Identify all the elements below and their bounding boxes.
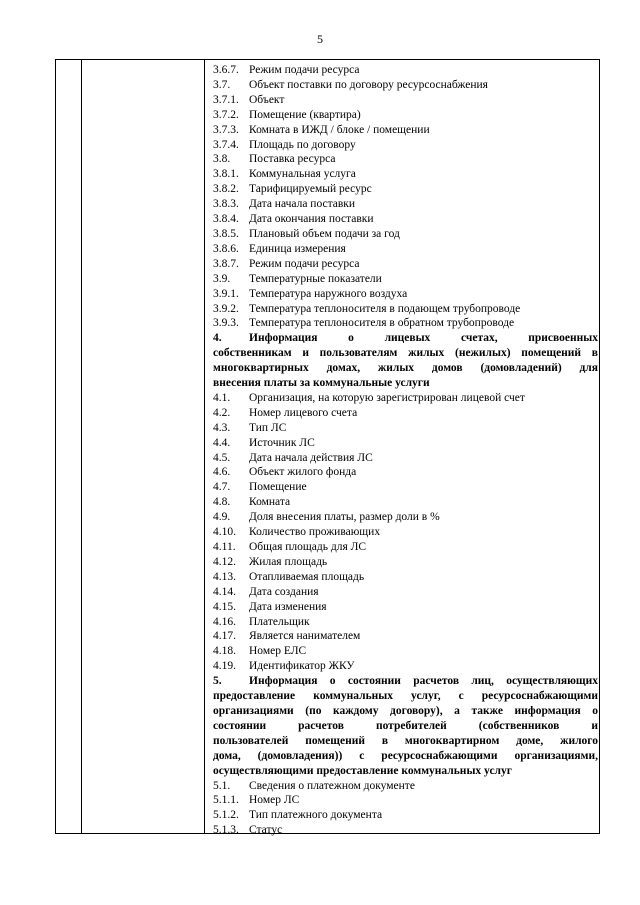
- item-text: Общая площадь для ЛС: [249, 541, 367, 553]
- item-text: Комната в ИЖД / блоке / помещении: [249, 123, 430, 136]
- list-item: [213, 182, 598, 197]
- heading-number: 5.: [213, 675, 222, 688]
- section-heading-4: [213, 331, 598, 391]
- item-number: 3.6.7.: [213, 64, 239, 76]
- item-text: Поставка ресурса: [249, 153, 336, 166]
- item-text: Номер лицевого счета: [249, 406, 358, 419]
- item-number: 3.8.3.: [213, 198, 239, 211]
- item-text: Статус: [249, 824, 283, 837]
- item-number: 4.1.: [213, 391, 231, 404]
- item-number: 3.8.: [213, 153, 231, 166]
- heading-line: пользователей помещений в многоквартирном доме, жилого: [213, 734, 598, 747]
- item-text: Тарифицируемый ресурс: [249, 183, 372, 196]
- list-item: [213, 465, 598, 480]
- item-number: 5.1.2.: [213, 809, 239, 822]
- list-item: [213, 167, 598, 182]
- item-text: Температура теплоносителя в обратном трубопроводе: [249, 317, 515, 330]
- item-text: Помещение (квартира): [249, 108, 361, 121]
- item-number: 4.9.: [213, 511, 231, 524]
- item-text: Объект: [249, 93, 285, 106]
- item-text: Режим подачи ресурса: [249, 257, 360, 270]
- list-item: [213, 63, 598, 78]
- item-number: 3.8.6.: [213, 242, 239, 255]
- list-item: [213, 391, 598, 406]
- items-group-4: [213, 391, 598, 674]
- item-text: Единица измерения: [249, 242, 346, 255]
- heading-line: внесения платы за коммунальные услуги: [213, 377, 430, 390]
- list-item: [213, 152, 598, 167]
- item-text: Отапливаемая площадь: [249, 570, 365, 583]
- list-item: [213, 629, 598, 644]
- list-item: [213, 197, 598, 212]
- list-item: [213, 302, 598, 317]
- list-item: [213, 615, 598, 630]
- item-number: 4.5.: [213, 451, 231, 464]
- item-text: Дата создания: [249, 585, 319, 598]
- heading-line: дома, (домовладения)) с ресурсоснабжающими организациями,: [213, 749, 598, 762]
- item-text: Организация, на которую зарегистрирован лицевой счет: [249, 391, 525, 404]
- item-text: Номер ЕЛС: [249, 645, 307, 658]
- item-number: 3.7.2.: [213, 108, 239, 121]
- item-number: 3.9.3.: [213, 317, 239, 330]
- list-item: [213, 540, 598, 555]
- list-item: [213, 421, 598, 436]
- item-text: Количество проживающих: [249, 526, 381, 539]
- item-number: 4.8.: [213, 496, 231, 509]
- requirements-table: [55, 59, 600, 837]
- item-number: 3.8.4.: [213, 213, 239, 226]
- page-number: 5: [317, 32, 323, 46]
- list-item: [213, 436, 598, 451]
- column-divider: [204, 60, 205, 833]
- list-item: [213, 555, 598, 570]
- item-text: Температурные показатели: [249, 272, 382, 285]
- list-item: [213, 525, 598, 540]
- list-item: [213, 108, 598, 123]
- list-item: [213, 793, 598, 808]
- item-number: 4.18.: [213, 645, 236, 658]
- item-text: Плановый объем подачи за год: [249, 227, 400, 240]
- item-number: 3.7.: [213, 78, 231, 91]
- item-number: 3.8.1.: [213, 168, 239, 181]
- item-text: Тип платежного документа: [249, 809, 383, 822]
- item-number: 3.9.2.: [213, 302, 239, 315]
- item-text: Источник ЛС: [249, 436, 315, 449]
- list-item: [213, 823, 598, 838]
- section-heading-5: [213, 674, 598, 778]
- heading-text: Информация о лицевых счетах, присвоенных: [249, 332, 598, 345]
- item-number: 5.1.1.: [213, 794, 239, 807]
- list-item: [213, 644, 598, 659]
- item-number: 4.17.: [213, 630, 236, 643]
- heading-line: организациями (по каждому договору), а также информация о: [213, 704, 598, 717]
- item-text: Коммунальная услуга: [249, 168, 356, 181]
- heading-number: 4.: [213, 332, 222, 345]
- item-text: Режим подачи ресурса: [249, 64, 360, 76]
- item-number: 4.10.: [213, 526, 236, 539]
- list-item: [213, 272, 598, 287]
- item-number: 4.15.: [213, 600, 236, 613]
- heading-line: предоставление коммунальных услуг, с ресурсоснабжающими: [213, 690, 598, 703]
- list-item: [213, 585, 598, 600]
- item-number: 4.19.: [213, 660, 236, 673]
- items-group-3: [213, 63, 598, 331]
- item-number: 3.7.4.: [213, 138, 239, 151]
- heading-line: [213, 674, 598, 689]
- item-number: 4.14.: [213, 585, 236, 598]
- item-text: Плательщик: [249, 615, 310, 628]
- item-number: 4.12.: [213, 555, 236, 568]
- item-number: 4.6.: [213, 466, 231, 479]
- item-number: 4.3.: [213, 421, 231, 434]
- items-group-5: [213, 779, 598, 839]
- list-item: [213, 212, 598, 227]
- item-number: 3.9.: [213, 272, 231, 285]
- list-item: [213, 316, 598, 331]
- item-text: Комната: [249, 496, 291, 509]
- list-item: [213, 138, 598, 153]
- list-item: [213, 480, 598, 495]
- item-text: Дата окончания поставки: [249, 213, 374, 226]
- item-text: Объект поставки по договору ресурсоснабжения: [249, 78, 488, 91]
- list-item: [213, 659, 598, 674]
- item-text: Температура наружного воздуха: [249, 287, 408, 300]
- item-text: Дата начала поставки: [249, 198, 356, 211]
- list-item: [213, 257, 598, 272]
- item-number: 4.4.: [213, 436, 231, 449]
- item-number: 5.1.3.: [213, 824, 239, 837]
- heading-line: состоянии расчетов потребителей (собственников и: [213, 719, 598, 732]
- item-text: Доля внесения платы, размер доли в %: [249, 511, 440, 524]
- item-number: 3.9.1.: [213, 287, 239, 300]
- list-item: [213, 93, 598, 108]
- item-text: Жилая площадь: [249, 555, 328, 568]
- item-text: Объект жилого фонда: [249, 466, 357, 479]
- item-number: 3.8.5.: [213, 227, 239, 240]
- item-number: 3.7.1.: [213, 93, 239, 106]
- heading-line: собственникам и пользователям жилых (нежилых) помещений в: [213, 347, 598, 360]
- list-item: [213, 779, 598, 794]
- item-text: Дата изменения: [249, 600, 327, 613]
- item-text: Площадь по договору: [249, 138, 356, 151]
- list-item: [213, 808, 598, 823]
- heading-line: многоквартирных домах, жилых домов (домовладений) для: [213, 362, 598, 375]
- item-text: Является нанимателем: [249, 630, 361, 643]
- item-number: 4.2.: [213, 406, 231, 419]
- item-number: 5.1.: [213, 779, 231, 792]
- item-number: 3.8.7.: [213, 257, 239, 270]
- item-text: Дата начала действия ЛС: [249, 451, 373, 464]
- item-text: Номер ЛС: [249, 794, 300, 807]
- item-text: Помещение: [249, 481, 307, 494]
- item-number: 3.8.2.: [213, 183, 239, 196]
- list-item: [213, 510, 598, 525]
- column-divider: [81, 60, 82, 833]
- item-number: 4.11.: [213, 541, 236, 553]
- item-text: Температура теплоносителя в подающем трубопроводе: [249, 302, 521, 315]
- item-number: 4.13.: [213, 570, 236, 583]
- list-item: [213, 227, 598, 242]
- item-number: 4.16.: [213, 615, 236, 628]
- list-item: [213, 495, 598, 510]
- heading-line: [213, 331, 598, 346]
- items-cell: [213, 63, 598, 838]
- list-item: [213, 570, 598, 585]
- item-number: 4.7.: [213, 481, 231, 494]
- heading-line: осуществляющими предоставление коммунальных услуг: [213, 764, 512, 777]
- heading-text: Информация о состоянии расчетов лиц, осуществляющих: [249, 675, 598, 688]
- list-item: [213, 123, 598, 138]
- list-item: [213, 451, 598, 466]
- item-text: Идентификатор ЖКУ: [249, 660, 355, 673]
- list-item: [213, 78, 598, 93]
- list-item: [213, 600, 598, 615]
- list-item: [213, 287, 598, 302]
- item-text: Сведения о платежном документе: [249, 779, 415, 792]
- item-text: Тип ЛС: [249, 421, 287, 434]
- list-item: [213, 242, 598, 257]
- list-item: [213, 406, 598, 421]
- item-number: 3.7.3.: [213, 123, 239, 136]
